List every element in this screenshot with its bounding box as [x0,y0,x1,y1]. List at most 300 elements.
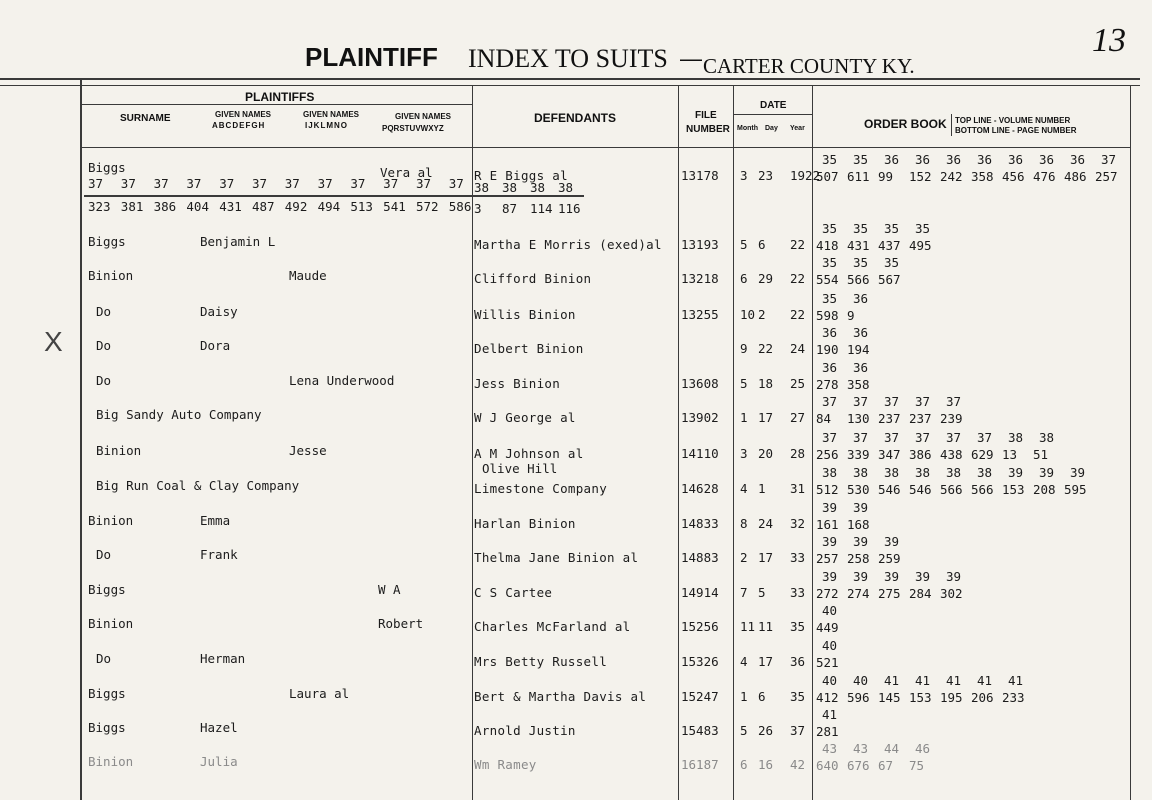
page-number: 13 [1092,22,1126,59]
file-number: 15483 [681,723,719,738]
order-value: 554 [816,272,839,287]
order-value: 513 [350,199,373,214]
given-name-i-o: Jesse [289,443,327,458]
order-book-volumes [822,707,853,722]
order-book-pages [816,517,878,532]
order-value: 521 [816,655,839,670]
date-year: 35 [790,689,806,704]
order-book-pages [816,342,878,357]
order-value: 258 [847,551,870,566]
surname: Do [96,651,112,666]
order-value: 35 [822,291,838,306]
order-value: 41 [1008,673,1024,688]
file-number: 15256 [681,619,719,634]
order-value: 35 [853,221,869,236]
order-value: 507 [816,169,839,184]
col-left [80,80,82,800]
order-value: 35 [884,255,900,270]
date-day: 24 [758,516,774,531]
date-underline [734,114,812,115]
date-year: 37 [790,723,806,738]
file-number: 15326 [681,654,719,669]
defendant: Harlan Binion [474,516,576,531]
order-book-pages [816,308,878,323]
defendant: Clifford Binion [474,271,592,286]
header-bottom-rule [80,147,1130,148]
title-index-to-suits: INDEX TO SUITS [468,44,668,73]
date-month: 6 [740,757,748,772]
given-name-i-o: Laura al [289,686,350,701]
order-value: 495 [909,238,932,253]
surname: Biggs [88,234,126,249]
order-value: 41 [822,707,838,722]
order-value: 431 [847,238,870,253]
file-number: 14833 [681,516,719,531]
given-name-i-o: Lena Underwood [289,373,395,388]
given-name-a-h: Frank [200,547,238,562]
order-value: 37 [415,176,432,191]
order-value: 257 [1095,169,1118,184]
header-top-line: TOP LINE - VOLUME NUMBER [955,116,1071,125]
header-order-book: ORDER BOOK [864,117,947,131]
col-date [733,85,734,800]
date-day: 6 [758,237,766,252]
header-day: Day [765,125,778,132]
entry-divider [84,195,584,197]
order-book-pages [816,377,878,392]
order-value: 41 [915,673,931,688]
date-year: 1922 [790,168,821,183]
header-given1: GIVEN NAMES [215,110,272,119]
surname: Biggs [88,720,126,735]
order-book-volumes [822,741,946,756]
order-value: 40 [822,673,838,688]
date-month: 5 [740,723,748,738]
date-month: 6 [740,271,748,286]
order-value: 37 [448,176,464,191]
order-value: 41 [884,673,900,688]
order-value: 37 [88,176,104,191]
header-number: NUMBER [686,124,730,135]
order-value: 37 [186,176,202,191]
order-value: 36 [1039,152,1055,167]
order-book-volumes [822,569,977,584]
order-value: 596 [847,690,870,705]
order-value: 37 [977,430,993,445]
first-entry-surname: Biggs [88,160,126,175]
order-book-pages [816,238,940,253]
order-value: 37 [120,176,136,191]
given-name-p-z: Robert [378,616,424,631]
date-year: 22 [790,307,806,322]
surname: Binion [88,268,134,283]
order-book-volumes [822,152,1132,167]
order-book-pages [816,690,1033,705]
order-value: 36 [822,360,838,375]
order-value: 566 [940,482,963,497]
defendant: Martha E Morris (exed)al [474,237,662,252]
surname: Do [96,547,112,562]
date-month: 2 [740,550,748,565]
given-name-a-h: Benjamin L [200,234,276,249]
header-given3: GIVEN NAMES [395,112,452,121]
date-month: 4 [740,481,748,496]
date-day: 1 [758,481,766,496]
order-value: 37 [853,394,869,409]
file-number: 13608 [681,376,719,391]
order-value: 9 [847,308,855,323]
order-value: 36 [822,325,838,340]
order-value: 323 [88,199,111,214]
order-value: 35 [822,255,838,270]
date-year: 32 [790,516,806,531]
top-rule [0,78,1140,80]
file-number: 13255 [681,307,719,322]
order-value: 259 [878,551,901,566]
header-surname: SURNAME [120,113,171,124]
order-value: 38 [558,180,574,195]
order-value: 37 [915,394,931,409]
given-name-a-h: Dora [200,338,231,353]
order-value: 46 [915,741,931,756]
date-day: 20 [758,446,774,461]
defendant: W J George al [474,410,576,425]
date-day: 22 [758,341,774,356]
order-value: 194 [847,342,870,357]
order-book-volumes [822,603,853,618]
order-book-volumes [822,638,853,653]
surname: Binion [88,513,134,528]
order-book-volumes [822,673,1039,688]
date-month: 11 [740,619,756,634]
order-value: 40 [853,673,869,688]
order-value: 412 [816,690,839,705]
defendant: Mrs Betty Russell [474,654,608,669]
order-value: 37 [946,394,962,409]
order-value: 347 [878,447,901,462]
order-value: 75 [909,758,925,773]
surname: Do [96,304,112,319]
date-year: 36 [790,654,806,669]
order-value: 190 [816,342,839,357]
order-value: 37 [284,176,300,191]
order-value: 36 [1008,152,1024,167]
file-number: 14628 [681,481,719,496]
date-year: 27 [790,410,806,425]
order-value: 530 [847,482,870,497]
date-year: 25 [790,376,806,391]
given-name-a-h: Julia [200,754,238,769]
date-year: 42 [790,757,806,772]
order-value: 629 [971,447,994,462]
order-book-volumes [822,360,884,375]
file-number: 13218 [681,271,719,286]
title-plaintiff: PLAINTIFF [305,42,438,72]
order-value: 35 [915,221,931,236]
order-book-volumes [822,255,915,270]
date-day: 6 [758,689,766,704]
order-value: 35 [853,255,869,270]
order-value: 381 [120,199,144,214]
order-value: 39 [853,569,869,584]
order-value: 40 [822,638,838,653]
defendant: Thelma Jane Binion al [474,550,639,565]
order-value: 37 [822,430,838,445]
order-value: 99 [878,169,894,184]
defendant: Bert & Martha Davis al [474,689,647,704]
order-value: 431 [219,199,242,214]
given-name-p-z: W A [378,582,401,597]
first-entry-def-pages [474,201,586,216]
order-value: 161 [816,517,839,532]
order-value: 114 [530,201,553,216]
file-number: 13178 [681,168,719,183]
date-day: 5 [758,585,766,600]
order-value: 437 [878,238,901,253]
order-value: 152 [909,169,932,184]
order-value: 39 [822,500,838,515]
order-value: 36 [946,152,962,167]
order-value: 37 [884,394,900,409]
order-value: 278 [816,377,839,392]
order-book-pages [816,551,909,566]
order-value: 39 [822,569,838,584]
order-value: 37 [915,430,931,445]
title-county: CARTER COUNTY KY. [703,54,915,78]
order-value: 38 [946,465,962,480]
order-value: 640 [816,758,839,773]
order-value: 67 [878,758,894,773]
date-day: 17 [758,410,774,425]
first-entry-vol-line [88,176,482,191]
defendant: Wm Ramey [474,757,537,772]
order-value: 153 [909,690,932,705]
order-value: 272 [816,586,839,601]
date-year: 35 [790,619,806,634]
order-value: 39 [853,534,869,549]
order-book-volumes [822,430,1070,445]
date-month: 5 [740,376,748,391]
order-value: 37 [251,176,268,191]
title-dash: — [680,46,702,71]
order-value: 39 [915,569,931,584]
surname: Big Run Coal & Clay Company [96,478,300,493]
order-value: 38 [474,180,490,195]
order-value: 438 [940,447,963,462]
date-day: 18 [758,376,774,391]
defendant: A M Johnson al [474,446,584,461]
order-value: 37 [317,176,333,191]
order-value: 358 [971,169,994,184]
order-book-pages [816,272,909,287]
order-value: 35 [822,221,838,236]
date-day: 26 [758,723,774,738]
order-value: 274 [847,586,870,601]
surname: Big Sandy Auto Company [96,407,262,422]
order-value: 487 [251,199,275,214]
order-value: 598 [816,308,839,323]
date-year: 33 [790,550,806,565]
order-value: 36 [853,360,869,375]
date-month: 3 [740,168,748,183]
order-value: 38 [822,465,838,480]
first-entry-page-line [88,199,482,214]
file-number: 15247 [681,689,719,704]
first-entry-given: Vera al [380,165,433,180]
order-value: 36 [977,152,993,167]
given-name-a-h: Emma [200,513,231,528]
order-value: 37 [350,176,366,191]
date-day: 2 [758,307,766,322]
date-year: 28 [790,446,806,461]
order-value: 37 [822,394,838,409]
date-day: 17 [758,654,774,669]
given-name-a-h: Herman [200,651,246,666]
order-book-pages [816,655,847,670]
order-value: 449 [816,620,839,635]
margin-x-mark: X [44,326,63,357]
order-value: 38 [1008,430,1024,445]
order-value: 84 [816,411,832,426]
order-book-volumes [822,465,1101,480]
order-value: 35 [853,152,869,167]
date-month: 1 [740,410,748,425]
surname: Binion [96,443,142,458]
order-book-volumes [822,534,915,549]
order-book-volumes [822,500,884,515]
order-value: 195 [940,690,963,705]
date-month: 8 [740,516,748,531]
order-value: 168 [847,517,870,532]
order-value: 41 [977,673,993,688]
file-number: 14883 [681,550,719,565]
order-value: 38 [530,180,546,195]
order-value: 35 [822,152,838,167]
order-value: 37 [219,176,235,191]
order-value: 36 [853,325,869,340]
order-value: 39 [822,534,838,549]
header-given3-letters: PQRSTUVWXYZ [382,124,444,133]
defendant: Delbert Binion [474,341,584,356]
order-value: 284 [909,586,932,601]
order-value: 404 [186,199,209,214]
order-value: 572 [415,199,439,214]
order-value: 39 [884,569,900,584]
order-value: 36 [853,291,869,306]
order-book-pages [816,447,1064,462]
surname: Do [96,338,112,353]
order-book-pages [816,169,1126,184]
order-value: 37 [383,176,399,191]
date-month: 5 [740,237,748,252]
order-value: 40 [822,603,838,618]
order-value: 456 [1002,169,1025,184]
order-value: 35 [884,221,900,236]
header-bottom-line: BOTTOM LINE - PAGE NUMBER [955,126,1077,135]
order-value: 206 [971,690,994,705]
order-value: 237 [909,411,932,426]
order-value: 36 [915,152,931,167]
given-name-i-o: Maude [289,268,327,283]
header-defendants: DEFENDANTS [534,111,617,125]
order-book-bracket [951,114,952,136]
file-number: 16187 [681,757,719,772]
order-value: 36 [884,152,900,167]
order-value: 546 [909,482,932,497]
order-value: 595 [1064,482,1087,497]
order-book-volumes [822,394,977,409]
order-value: 37 [153,176,169,191]
col-orderbook [812,85,813,800]
order-value: 38 [915,465,931,480]
order-book-volumes [822,325,884,340]
order-value: 37 [884,430,900,445]
defendant: R E Biggs al [474,168,568,183]
order-value: 38 [502,180,518,195]
date-year: 31 [790,481,806,496]
date-year: 33 [790,585,806,600]
order-value: 43 [822,741,838,756]
order-book-pages [816,411,971,426]
plaintiffs-underline [82,104,472,105]
order-value: 541 [383,199,406,214]
header-month: Month [737,125,758,132]
order-value: 37 [853,430,869,445]
order-book-pages [816,482,1095,497]
order-value: 242 [940,169,963,184]
date-month: 10 [740,307,756,322]
date-year: 22 [790,237,806,252]
top-rule-2 [0,85,1140,86]
header-plaintiffs: PLAINTIFFS [245,90,315,104]
surname: Do [96,373,112,388]
order-value: 208 [1033,482,1056,497]
order-value: 41 [946,673,962,688]
defendant-line2: Olive Hill [482,461,558,476]
order-value: 3 [474,201,482,216]
order-value: 566 [847,272,870,287]
order-value: 676 [847,758,870,773]
header-given2: GIVEN NAMES [303,110,360,119]
order-value: 39 [1070,465,1086,480]
order-value: 239 [940,411,963,426]
order-value: 44 [884,741,900,756]
order-value: 546 [878,482,901,497]
col-file [678,85,679,800]
order-value: 38 [884,465,900,480]
order-value: 39 [946,569,962,584]
defendant: Limestone Company [474,481,608,496]
order-book-pages [816,620,847,635]
order-value: 38 [977,465,993,480]
given-name-a-h: Hazel [200,720,238,735]
order-value: 358 [847,377,870,392]
header-given1-letters: ABCDEFGH [212,121,266,130]
surname: Biggs [88,582,126,597]
order-value: 302 [940,586,963,601]
defendant: Jess Binion [474,376,561,391]
order-value: 130 [847,411,870,426]
order-book-volumes [822,221,946,236]
header-given2-letters: IJKLMNO [305,121,348,130]
order-value: 476 [1033,169,1056,184]
date-day: 23 [758,168,774,183]
order-value: 237 [878,411,901,426]
defendant: C S Cartee [474,585,553,600]
order-value: 36 [1070,152,1086,167]
order-book-volumes [822,291,884,306]
surname: Biggs [88,686,126,701]
